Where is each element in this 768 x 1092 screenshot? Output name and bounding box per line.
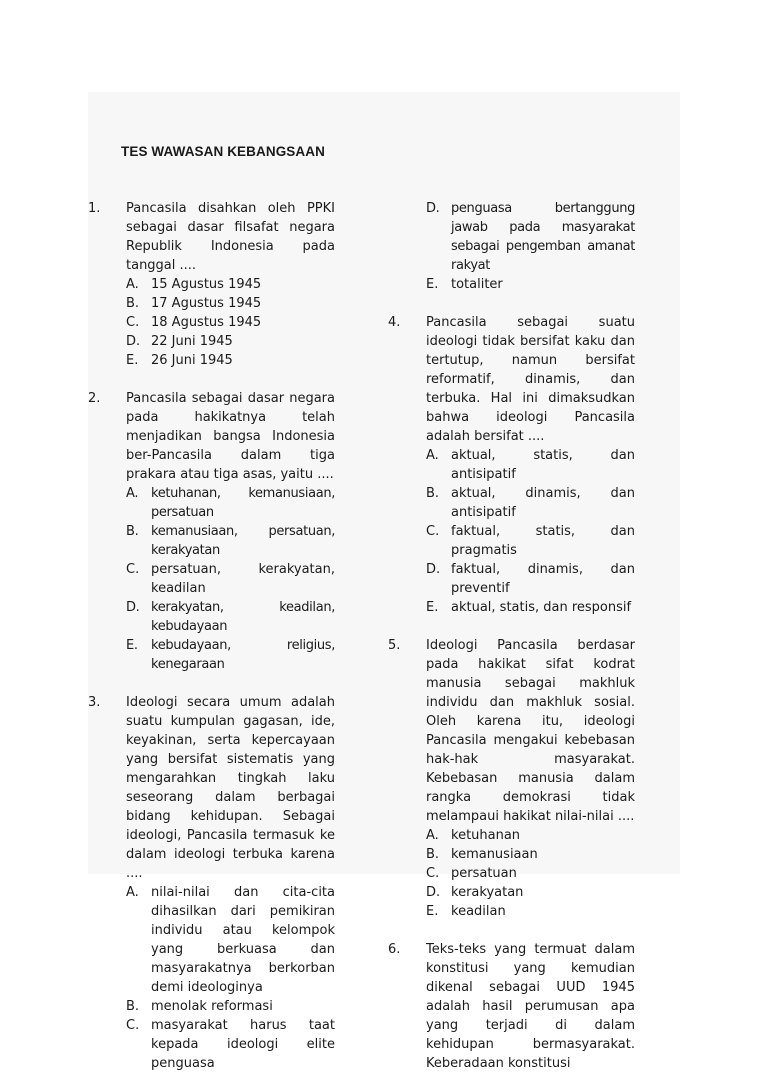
question-text: Pancasila sebagai dasar negara pada hakikatnya telah menjadikan bangsa Indonesia ber-Pancasila dalam tiga prakara atau tiga asas, yaitu .... [126, 391, 335, 482]
question-number: 5. [388, 638, 401, 653]
option-d: D. 22 Juni 1945 [126, 334, 233, 349]
option-e: E. kebudayaan, religius, kenegaraan [126, 638, 335, 672]
option-b: B. kemanusiaan [426, 847, 538, 862]
option-c: C. masyarakat harus taat kepada ideologi elite penguasa [126, 1018, 335, 1071]
option-d: D. kerakyatan [426, 885, 524, 900]
question-text: Pancasila disahkan oleh PPKI sebagai dasar filsafat negara Republik Indonesia pada tanggal .... [126, 201, 335, 273]
option-c: C. faktual, statis, dan pragmatis [426, 524, 635, 558]
option-b: B. kemanusiaan, persatuan, kerakyatan [126, 524, 335, 558]
question-number: 4. [388, 315, 401, 330]
right-column [388, 199, 635, 1092]
question-text: Teks-teks yang termuat dalam konstitusi yang kemudian dikenal sebagai UUD 1945 adalah hasil perumusan apa yang terjadi di dalam kehidupan bermasyarakat. Keberadaan konstitusi [426, 942, 635, 1071]
question-number: 2. [88, 391, 101, 406]
option-a: A. ketuhanan [426, 828, 521, 843]
option-e: E. keadilan [426, 904, 506, 919]
question-number: 6. [388, 942, 401, 957]
option-d: D. faktual, dinamis, dan preventif [426, 562, 635, 596]
question-6 [388, 940, 635, 1073]
question-4 [388, 313, 635, 617]
question-text: Ideologi secara umum adalah suatu kumpulan gagasan, ide, keyakinan, serta kepercayaan yang bersifat sistematis yang mengarahkan tingkah laku seseorang dalam berbagai bidang kehidupan. Sebagai ideologi, Pancasila termasuk ke dalam ideologi terbuka karena .... [126, 695, 335, 881]
question-number: 1. [88, 201, 101, 216]
question-2 [88, 389, 335, 674]
option-e: E. 26 Juni 1945 [126, 353, 233, 368]
option-e: E. aktual, statis, dan responsif [426, 600, 632, 615]
option-c: C. persatuan [426, 866, 517, 881]
option-a: A. ketuhanan, kemanusiaan, persatuan [126, 486, 335, 520]
question-1 [88, 199, 335, 370]
option-b: B. menolak reformasi [126, 999, 273, 1014]
question-text: Ideologi Pancasila berdasar pada hakikat sifat kodrat manusia sebagai makhluk individu dan makhluk sosial. Oleh karena itu, ideologi Pancasila mengakui kebebasan hak-hak masyarakat. Kebebasan manusia dalam rangka demokrasi tidak melampaui hakikat nilai-nilai .... [426, 638, 635, 824]
option-e: E. totaliter [426, 277, 503, 292]
left-column [88, 199, 335, 1092]
option-b: B. 17 Agustus 1945 [126, 296, 262, 311]
option-c: C. 18 Agustus 1945 [126, 315, 262, 330]
option-a: A. 15 Agustus 1945 [126, 277, 262, 292]
option-d: D. penguasa bertanggung jawab pada masyarakat sebagai pengemban amanat rakyat [426, 201, 635, 273]
question-5 [388, 636, 635, 921]
option-a: A. aktual, statis, dan antisipatif [426, 448, 635, 482]
question-3-continued [388, 199, 635, 294]
option-d: D. kerakyatan, keadilan, kebudayaan [126, 600, 335, 634]
option-a: A. nilai-nilai dan cita-cita dihasilkan dari pemikiran individu atau kelompok yang berkuasa dan masyarakatnya berkorban demi ideologinya [126, 885, 335, 995]
option-b: B. aktual, dinamis, dan antisipatif [426, 486, 635, 520]
question-3 [88, 693, 335, 1073]
question-number: 3. [88, 695, 101, 710]
option-c: C. persatuan, kerakyatan, keadilan [126, 562, 335, 596]
page-title: TES WAWASAN KEBANGSAAN [121, 144, 325, 159]
question-text: Pancasila sebagai suatu ideologi tidak bersifat kaku dan tertutup, namun bersifat reformatif, dinamis, dan terbuka. Hal ini dimaksudkan bahwa ideologi Pancasila adalah bersifat .... [426, 315, 635, 444]
